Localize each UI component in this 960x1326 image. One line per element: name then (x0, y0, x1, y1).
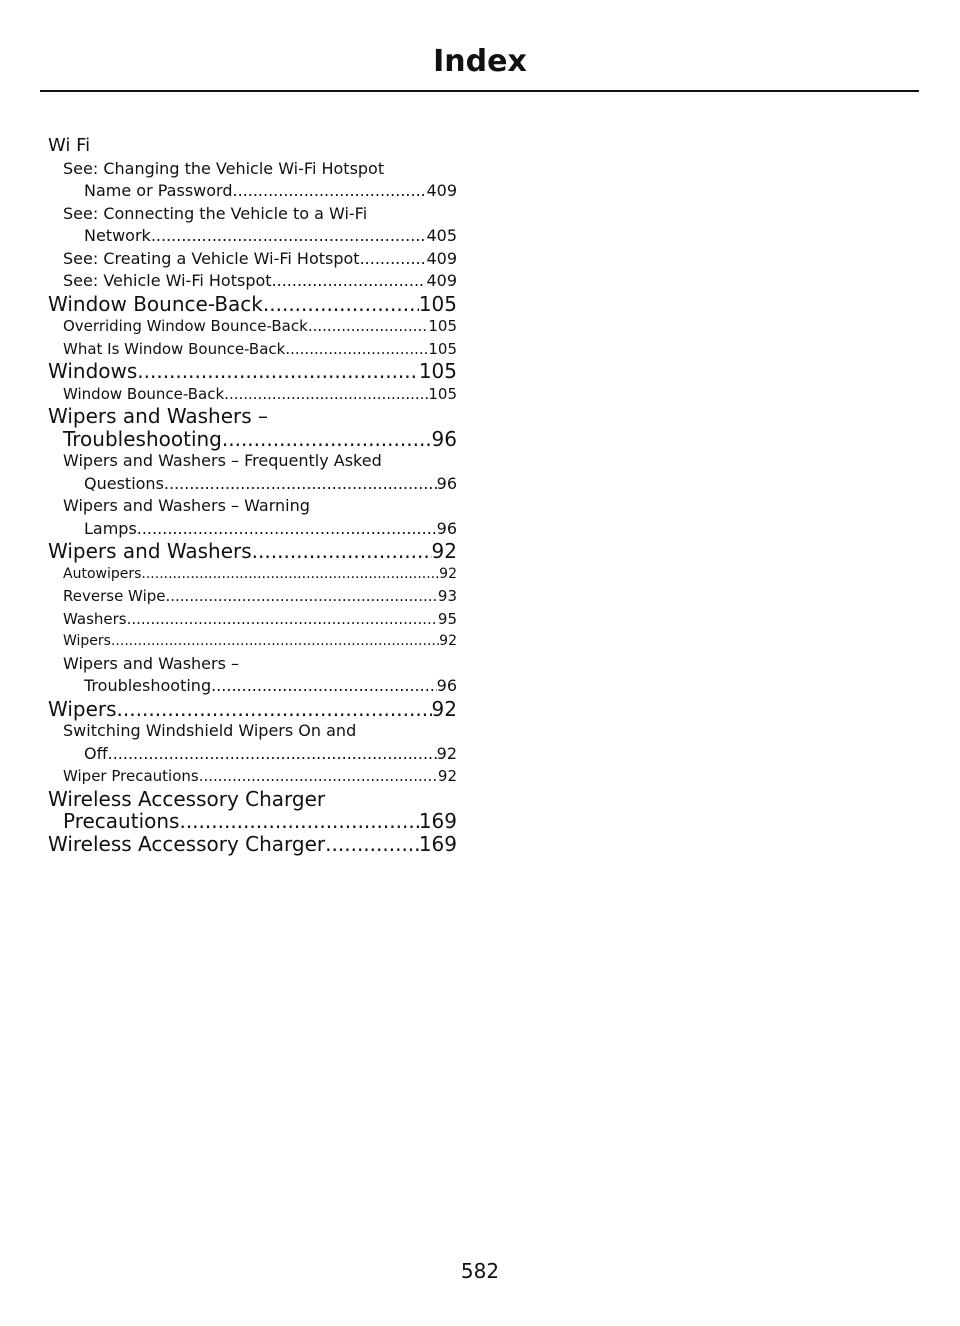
index-entry[interactable] (48, 405, 457, 450)
index-subentry[interactable] (48, 495, 457, 540)
index-heading-wi-fi: Wi Fi (48, 135, 91, 156)
subentry-text: See: Creating a Vehicle Wi-Fi Hotspot (63, 248, 360, 268)
dot-leader (252, 540, 432, 563)
index-subentry[interactable] (48, 585, 457, 608)
index-entry[interactable] (48, 540, 457, 563)
entry-text: Wipers and Washers (48, 539, 252, 563)
subentry-text: Off (84, 743, 108, 763)
dot-leader (111, 630, 439, 653)
page-number: 582 (460, 1259, 500, 1283)
index-subentry[interactable] (48, 653, 457, 698)
page-ref: 92 (439, 565, 457, 582)
entry-text: Troubleshooting (63, 426, 222, 451)
subentry-text: Network (84, 226, 151, 245)
page-ref: 96 (436, 676, 457, 695)
subentry-text: Questions (84, 473, 164, 493)
index-subentry[interactable] (48, 158, 457, 203)
subentry-text-line: Wipers and Washers – (63, 653, 240, 673)
page-ref: 105 (428, 384, 457, 403)
page-ref: 95 (437, 609, 457, 628)
page-ref: 92 (439, 633, 457, 649)
dot-leader (165, 585, 437, 608)
index-subentry[interactable] (48, 608, 457, 631)
page-ref: 96 (431, 426, 457, 451)
dot-leader (308, 315, 429, 338)
page-ref: 409 (426, 181, 457, 200)
subentry-text-line: Wipers and Washers – Warning (63, 496, 310, 515)
page-ref: 409 (426, 271, 457, 290)
page-ref: 96 (436, 473, 457, 493)
subentry-text: Wipers (63, 633, 111, 649)
dot-leader (272, 270, 427, 293)
entry-text: Precautions (63, 809, 180, 833)
dot-leader (137, 518, 437, 541)
dot-leader (117, 698, 432, 721)
page-ref: 105 (418, 359, 457, 383)
subentry-text-line: Switching Windshield Wipers On and (63, 721, 357, 740)
dot-leader (164, 473, 437, 496)
dot-leader (325, 833, 419, 856)
entry-text-line: Wireless Accessory Charger (48, 786, 326, 811)
title-divider (40, 90, 919, 92)
entry-text: Wipers (48, 696, 117, 721)
subentry-text: Reverse Wipe (63, 587, 166, 605)
subentry-text: Autowipers (63, 565, 142, 582)
index-subentry[interactable] (48, 248, 457, 271)
dot-leader (232, 180, 426, 203)
page-ref: 169 (418, 809, 457, 833)
page-ref: 96 (436, 518, 457, 538)
index-subentry[interactable] (48, 765, 457, 788)
dot-leader (263, 293, 419, 316)
dot-leader (108, 743, 437, 766)
dot-leader (199, 765, 438, 788)
subentry-text: See: Vehicle Wi-Fi Hotspot (63, 271, 272, 290)
subentry-text: Overriding Window Bounce-Back (63, 317, 308, 335)
page-ref: 409 (426, 248, 457, 268)
page-ref: 105 (418, 291, 457, 316)
dot-leader (137, 360, 419, 383)
index-entry[interactable] (48, 788, 457, 833)
index-subentry[interactable] (48, 720, 457, 765)
subentry-text: Troubleshooting (84, 676, 212, 695)
page-ref: 92 (436, 743, 457, 763)
subentry-text: Lamps (84, 518, 137, 538)
page-ref: 105 (428, 317, 457, 335)
subentry-text-line: See: Connecting the Vehicle to a Wi-Fi (63, 203, 368, 223)
index-subentry[interactable] (48, 383, 457, 406)
page-ref: 92 (437, 767, 457, 785)
subentry-text-line: Wipers and Washers – Frequently Asked (63, 451, 382, 470)
page-ref: 105 (428, 339, 457, 358)
index-entry[interactable] (48, 360, 457, 383)
entry-text-line: Wipers and Washers – (48, 404, 269, 428)
index-entry[interactable] (48, 698, 457, 721)
index-subentry[interactable] (48, 270, 457, 293)
dot-leader (360, 248, 427, 271)
index-subentry[interactable] (48, 315, 457, 338)
dot-leader (224, 383, 428, 406)
index-list (48, 135, 457, 855)
dot-leader (211, 675, 437, 698)
index-entry[interactable] (48, 293, 457, 316)
entry-text: Wireless Accessory Charger (48, 831, 326, 856)
dot-leader (222, 428, 432, 451)
dot-leader (285, 338, 428, 361)
dot-leader (151, 225, 427, 248)
entry-text: Window Bounce-Back (48, 291, 263, 316)
entry-text: Windows (48, 359, 138, 383)
dot-leader (141, 563, 439, 586)
index-subentry[interactable] (48, 203, 457, 248)
subentry-text: Wiper Precautions (63, 767, 199, 785)
subentry-text: Washers (63, 609, 127, 628)
page-ref: 405 (426, 226, 457, 245)
page-ref: 92 (431, 696, 457, 721)
index-subentry[interactable] (48, 630, 457, 653)
index-subentry[interactable] (48, 563, 457, 586)
dot-leader (127, 608, 438, 631)
page-ref: 169 (418, 831, 457, 856)
index-subentry[interactable] (48, 338, 457, 361)
index-subentry[interactable] (48, 450, 457, 495)
subentry-text: Name or Password (84, 181, 233, 200)
page-ref: 93 (437, 587, 457, 605)
dot-leader (179, 810, 418, 833)
subentry-text-line: See: Changing the Vehicle Wi-Fi Hotspot (63, 158, 385, 178)
subentry-text: Window Bounce-Back (63, 384, 225, 403)
page-title: Index (433, 44, 527, 79)
subentry-text: What Is Window Bounce-Back (63, 339, 286, 358)
index-entry[interactable] (48, 833, 457, 856)
page-ref: 92 (431, 539, 457, 563)
